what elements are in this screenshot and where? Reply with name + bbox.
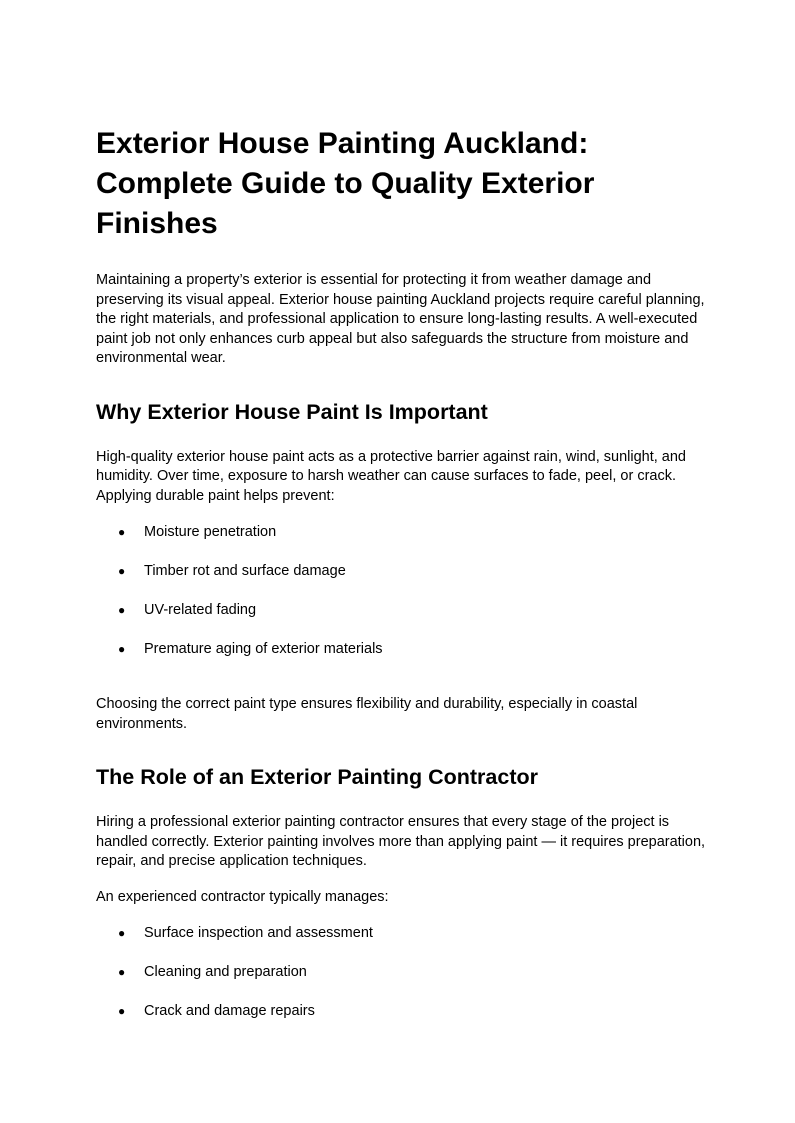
section-paragraph-importance: High-quality exterior house paint acts as a protective barrier against rain, wind, sunlight, and humidity. Over time, exposure to harsh weather can cause surfaces to fade, peel, or crack. Applying durable paint helps prevent: — [96, 448, 686, 504]
section-paragraph-contractor: Hiring a professional exterior painting contractor ensures that every stage of the project is handled correctly. Exterior painting involves more than applying paint — it requires preparation, repair, and precise application techniques. — [96, 814, 706, 869]
list-item — [96, 601, 706, 621]
list-item-text: Moisture penetration — [144, 524, 277, 540]
page-title: Exterior House Painting Auckland: Complete Guide to Quality Exterior Finishes — [96, 127, 595, 240]
list-item-text: Premature aging of exterior materials — [144, 641, 383, 657]
list-item-text: UV-related fading — [144, 602, 257, 618]
list-item-text: Cleaning and preparation — [144, 964, 307, 980]
intro-paragraph: Maintaining a property’s exterior is essential for protecting it from weather damage and preserving its visual appeal. Exterior house painting Auckland projects require careful planning, the right materials, and professional application to ensure long-lasting results. A well-executed paint job not only enhances curb appeal but also safeguards the structure from moisture and environmental wear. — [96, 272, 705, 366]
list-item — [96, 963, 706, 983]
bullet-icon: ● — [118, 564, 126, 578]
bullet-icon: ● — [118, 525, 126, 539]
document-page — [96, 124, 706, 1041]
section-lead-contractor: An experienced contractor typically manages: — [96, 888, 389, 905]
bullet-list-contractor-tasks — [96, 924, 706, 1022]
section-closing-paragraph: Choosing the correct paint type ensures flexibility and durability, especially in coastal environments. — [96, 696, 638, 732]
list-item-text: Timber rot and surface damage — [144, 563, 346, 579]
bullet-list-benefits — [96, 523, 706, 660]
list-item-text: Surface inspection and assessment — [144, 925, 373, 941]
list-item — [96, 924, 706, 944]
list-item — [96, 640, 706, 660]
bullet-icon: ● — [118, 603, 126, 617]
list-item-text: Crack and damage repairs — [144, 1003, 315, 1019]
list-item — [96, 523, 706, 543]
section-heading-contractor: The Role of an Exterior Painting Contractor — [96, 765, 538, 789]
bullet-icon: ● — [118, 965, 126, 979]
list-item — [96, 562, 706, 582]
bullet-icon: ● — [118, 1004, 126, 1018]
bullet-icon: ● — [118, 642, 126, 656]
bullet-icon: ● — [118, 926, 126, 940]
list-item — [96, 1002, 706, 1022]
section-heading-importance: Why Exterior House Paint Is Important — [96, 399, 488, 424]
